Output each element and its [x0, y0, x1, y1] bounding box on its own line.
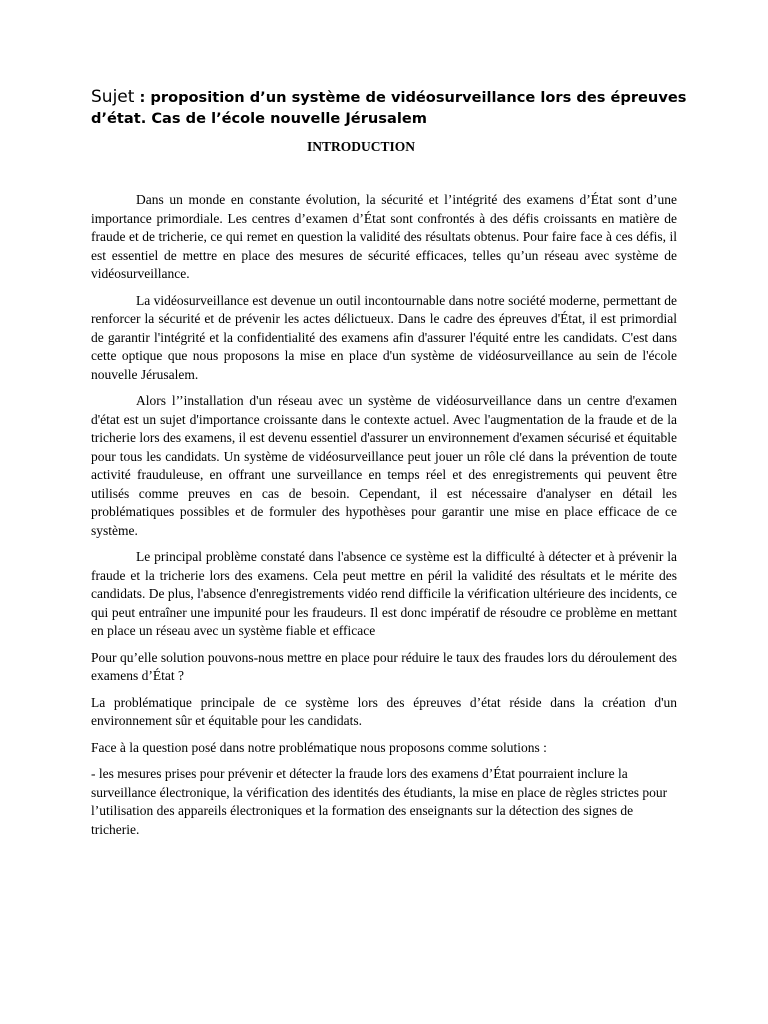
paragraph-2: La vidéosurveillance est devenue un outil incontournable dans notre société moderne, permettant de renforcer la sécurité et de prévenir les actes délictueux. Dans le cadre des épreuves d'État, il est primordial de garantir l'intégrité et la confidentialité des examens afin d'assurer l'équité entre les candidats. C'est dans cette optique que nous proposons la mise en place d'un système de vidéosurveillance au sein de l'école nouvelle Jérusalem. [91, 292, 677, 382]
paragraph-solution-item: - les mesures prises pour prévenir et détecter la fraude lors des examens d’État pourraient inclure la surveillance électronique, la vérification des identités des étudiants, la mise en place de règles strictes pour l’utilisation des appareils électroniques et la formation des enseignants sur la détection des signes de tricherie. [91, 766, 668, 837]
paragraph-1: Dans un monde en constante évolution, la sécurité et l’intégrité des examens d’État sont d’une importance primordiale. Les centres d’examen d’État sont confrontés à des défis croissants en matière de fraude et de tricherie, ce qui remet en question la validité des résultats obtenus. Pour faire face à ces défis, il est essentiel de mettre en place des mesures de sécurité efficaces, telles qu’un réseau avec système de vidéosurveillance. [91, 192, 677, 281]
paragraph-3: Alors l’’installation d'un réseau avec un système de vidéosurveillance dans un centre d'examen d'état est un sujet d'importance croissante dans le contexte actuel. Avec l'augmentation de la fraude et de la tricherie lors des examens, il est devenu essentiel d'assurer un environnement d'examen sécurisé et équitable pour tous les candidats. Un système de vidéosurveillance peut jouer un rôle clé dans la prévention de toute activité frauduleuse, en offrant une surveillance en temps réel et des enregistrements qui peuvent être utilisés comme preuves en cas de besoin. Cependant, il est nécessaire d'analyser en détail les problématiques possibles et de formuler des hypothèses pour garantir une mise en place efficace de ce système. [91, 393, 677, 538]
paragraph-problematique: La problématique principale de ce système lors des épreuves d’état réside dans la création d'un environnement sûr et équitable pour les candidats. [91, 694, 677, 728]
paragraph-question: Pour qu’elle solution pouvons-nous mettre en place pour réduire le taux des fraudes lors du déroulement des examens d’État ? [91, 649, 677, 683]
section-heading: INTRODUCTION [306, 139, 415, 154]
document-body [91, 191, 677, 847]
paragraph-solutions-intro: Face à la question posé dans notre problématique nous proposons comme solutions : [91, 739, 547, 755]
subject-title-text: : proposition d’un système de vidéosurveillance lors des épreuves d’état. Cas de l’école nouvelle Jérusalem [91, 89, 687, 127]
paragraph-4: Le principal problème constaté dans l'absence ce système est la difficulté à détecter et à prévenir la fraude et la tricherie lors des examens. Cela peut mettre en péril la validité des résultats et le mérite des candidats. De plus, l'absence d'enregistrements vidéo rend difficile la vérification ultérieure des incidents, ce qui peut entraîner une impunité pour les fraudeurs. Il est donc impératif de résoudre ce problème en mettant en place un réseau avec un système fiable et efficace [91, 549, 677, 638]
subject-label: Sujet [91, 87, 135, 107]
document-title [91, 87, 691, 129]
